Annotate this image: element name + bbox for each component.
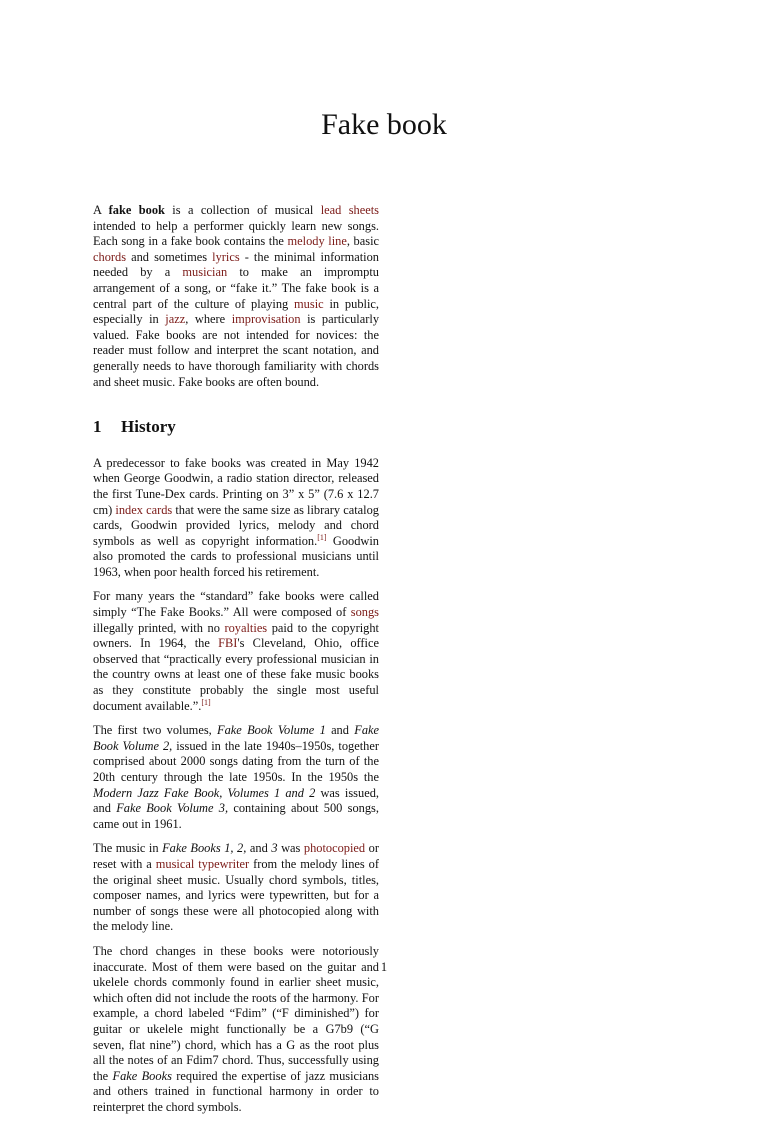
section-heading-history xyxy=(93,419,379,435)
link-index-cards[interactable]: index cards xyxy=(115,502,173,517)
link-royalties[interactable]: royalties xyxy=(224,620,268,635)
term-bold: fake book xyxy=(108,203,165,217)
link-musician[interactable]: musician xyxy=(182,265,228,280)
link-melody-line[interactable]: melody line xyxy=(287,234,347,249)
history-paragraph-4: The music in Fake Books 1, 2, and 3 was photocopied or reset with a musical typewriter from the melody lines of the original sheet music. Usually chord symbols, titles, composer names, and lyrics were typewritten, but for a number of songs these were all photocopied along with the melody line. xyxy=(93,841,379,934)
link-lead-sheets[interactable]: lead sheets xyxy=(320,203,379,217)
link-lyrics[interactable]: lyrics xyxy=(212,249,240,264)
link-songs[interactable]: songs xyxy=(350,605,379,620)
history-paragraph-5: The chord changes in these books were notoriously inaccurate. Most of them were based on the guitar and ukelele chords commonly found in earlier sheet music, which often did not include the roots of the harmony. For example, a chord labeled “Fdim” (“F diminished”) for guitar or ukelele might functionally be a G7b9 (“G seven, flat nine”) chord, which has a G as the root plus all the notes of an Fdim7 chord. Thus, successfully using the Fake Books required the expertise of jazz musicians and others trained in functional harmony in order to reinterpret the chord symbols. xyxy=(93,943,379,1114)
reference-link[interactable]: [1] xyxy=(317,532,327,542)
link-photocopied[interactable]: photocopied xyxy=(303,841,366,856)
link-musical-typewriter[interactable]: musical typewriter xyxy=(155,856,250,871)
link-jazz[interactable]: jazz xyxy=(165,312,186,327)
section-title: History xyxy=(121,417,176,437)
page-title: Fake book xyxy=(321,108,447,141)
history-paragraph-2: For many years the “standard” fake books were called simply “The Fake Books.” All were composed of songs illegally printed, with no royalties paid to the copyright owners. In 1964, the FBI's Cleveland, Ohio, office observed that “practically every professional musician in the country owns at least one of these fake music books as they constitute probably the single most useful document available.”.[1] xyxy=(93,589,379,713)
link-fbi[interactable]: FBI xyxy=(218,636,238,651)
left-column xyxy=(93,203,379,1124)
intro-paragraph: A fake book is a collection of musical lead sheets intended to help a performer quickly learn new songs. Each song in a fake book contains the melody line, basic chords and sometimes lyrics - the minimal information needed by a musician to make an impromptu arrangement of a song, or “fake it.” The fake book is a central part of the culture of playing music in public, especially in jazz, where improvisation is particularly valued. Fake books are not intended for novices: the reader must follow and interpret the scant notation, and generally needs to have thorough familiarity with chords and sheet music. Fake books are often bound. xyxy=(93,203,380,389)
history-paragraph-3: The first two volumes, Fake Book Volume 1 and Fake Book Volume 2, issued in the late 1940s–1950s, together comprised about 2000 songs dating from the turn of the 20th century through the late 1950s. In the 1950s the Modern Jazz Fake Book, Volumes 1 and 2 was issued, and Fake Book Volume 3, containing about 500 songs, came out in 1961. xyxy=(93,723,380,831)
link-chords[interactable]: chords xyxy=(93,249,127,264)
history-paragraph-1: A predecessor to fake books was created in May 1942 when George Goodwin, a radio station director, released the first Tune-Dex cards. Printing on 3” x 5” (7.6 x 12.7 cm) index cards that were the same size as library catalog cards, Goodwin provided lyrics, melody and chord symbols as well as copyright information.[1] Goodwin also promoted the cards to professional musicians until 1963, when poor health forced his retirement. xyxy=(93,455,379,579)
page-number: 1 xyxy=(380,960,388,974)
link-music[interactable]: music xyxy=(294,296,324,311)
reference-link[interactable]: [1] xyxy=(201,697,211,707)
section-number: 1 xyxy=(93,417,102,437)
link-improvisation[interactable]: improvisation xyxy=(231,312,301,327)
